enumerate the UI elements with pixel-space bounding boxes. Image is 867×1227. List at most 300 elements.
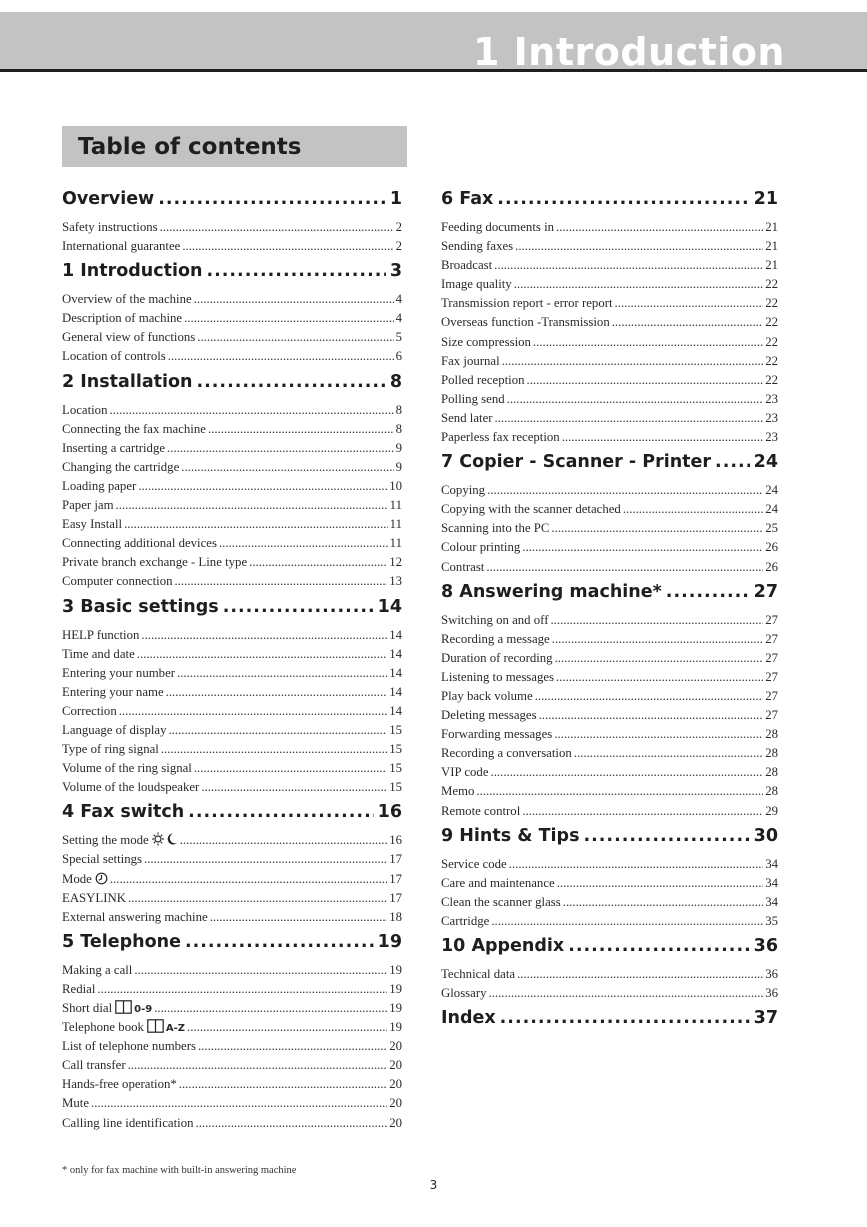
dot-leader [555,649,764,668]
section-page-number: 3 [389,261,402,282]
toc-section-title[interactable] [62,929,402,956]
entry-label: Volume of the ring signal [62,761,192,776]
key-range-label: 0-9 [134,1004,153,1015]
dot-leader [556,668,763,687]
section-title-text: 4 Fax switch [62,802,185,823]
toc-section-title[interactable] [62,799,402,826]
entry-page-number: 27 [765,631,778,646]
toc-entry[interactable] [62,477,402,496]
toc-section-title[interactable] [441,823,778,850]
section-title-text: Index [441,1008,496,1029]
toc-section [441,933,778,1003]
entry-page-number: 19 [389,1020,402,1035]
entry-page-number: 11 [389,517,402,532]
toc-entry[interactable] [441,763,778,782]
toc-entry[interactable] [62,515,402,534]
toc-entry[interactable] [62,778,402,797]
entry-label: Play back volume [441,688,533,703]
entry-label: International guarantee [62,239,181,254]
toc-section-title[interactable] [441,1005,778,1032]
entry-label: Colour printing [441,540,521,555]
entry-page-number: 23 [765,410,778,425]
entry-label: Paperless fax reception [441,430,560,445]
book-icon [147,1019,164,1039]
entry-page-number: 35 [765,913,778,928]
toc-entry[interactable] [441,630,778,649]
toc-entry[interactable] [441,538,778,557]
entry-label: Hands-free operation* [62,1077,177,1092]
entry-page-number: 28 [765,784,778,799]
toc-entry[interactable] [441,428,778,447]
toc-entry[interactable] [441,984,778,1003]
dot-leader [194,290,394,309]
entry-label: Recording a conversation [441,746,572,761]
section-title-text: 3 Basic settings [62,596,219,617]
dot-leader [522,802,763,821]
toc-entry[interactable] [62,572,402,591]
toc-left-column [62,184,402,1133]
entry-page-number: 25 [765,521,778,536]
entry-label: Correction [62,703,117,718]
entry-page-number: 14 [389,703,402,718]
entry-label: Location of controls [62,349,166,364]
toc-heading-box [62,126,407,167]
entry-label: Easy Install [62,517,123,532]
entry-label: Forwarding messages [441,727,553,742]
toc-entry[interactable] [62,740,402,759]
entry-page-number: 22 [765,372,778,387]
entry-label: Duration of recording [441,650,553,665]
toc-entry[interactable] [62,534,402,553]
toc-entry[interactable] [62,980,402,999]
entry-page-number: 14 [389,627,402,642]
toc-entry[interactable] [441,965,778,984]
toc-entry[interactable] [62,1075,402,1094]
dot-leader [486,558,763,577]
entry-page-number: 27 [765,708,778,723]
section-title-text: 10 Appendix [441,936,565,956]
dot-leader [556,218,763,237]
toc-entry[interactable] [62,961,402,980]
toc-entry[interactable] [62,328,402,347]
entry-page-number: 34 [765,856,778,871]
entry-page-number: 18 [389,909,402,924]
section-page-number: 21 [753,189,778,209]
entry-label: Care and maintenance [441,875,555,890]
toc-entry[interactable] [62,237,402,256]
entry-label: External answering machine [62,909,208,924]
dot-leader [109,401,393,420]
toc-entry[interactable] [441,409,778,428]
toc-section-title[interactable] [441,933,778,960]
dot-leader [612,313,763,332]
entry-page-number: 17 [389,890,402,905]
dot-leader [206,258,385,285]
entry-label: Fax journal [441,353,500,368]
toc-entry[interactable] [62,759,402,778]
dot-leader [144,850,387,869]
entry-label: Image quality [441,277,512,292]
entry-label: Computer connection [62,574,173,589]
toc-section [62,594,402,798]
entry-label: Entering your number [62,665,176,680]
toc-entry[interactable] [62,908,402,927]
dot-leader [487,481,763,500]
dot-leader [494,256,763,275]
dot-leader [194,759,387,778]
toc-section [441,823,778,931]
entry-page-number: 11 [389,498,402,513]
toc-entry[interactable] [441,275,778,294]
entry-label: HELP function [62,627,140,642]
dot-leader [500,1005,750,1032]
section-page-number: 30 [753,825,778,846]
dot-leader [175,572,388,591]
dot-leader [491,763,764,782]
dot-leader [91,1094,387,1113]
toc-entry[interactable] [441,558,778,577]
entry-page-number: 20 [389,1077,402,1092]
dot-leader [110,870,387,889]
toc-entry[interactable] [62,1094,402,1113]
entry-page-number: 15 [389,761,402,776]
dot-leader [184,309,393,328]
toc-entry[interactable] [441,687,778,706]
entry-label: Entering your name [62,684,164,699]
entry-page-number: 2 [395,220,402,234]
entry-label: Sending faxes [441,239,514,254]
toc-section-title[interactable] [62,369,402,396]
entry-label: Loading paper [62,478,137,493]
dot-leader [182,237,393,256]
entry-label: Special settings [62,852,142,867]
toc-entry[interactable] [441,500,778,519]
toc-heading: Table of contents [78,134,302,160]
entry-label: Description of machine [62,311,183,326]
chapter-title: 1 Introduction [472,30,785,74]
dot-leader [223,594,374,621]
dot-leader [119,702,387,721]
entry-page-number: 17 [389,852,402,867]
toc-entry[interactable] [441,744,778,763]
toc-entry[interactable] [62,702,402,721]
toc-entry[interactable] [441,390,778,409]
dot-leader [574,744,763,763]
dot-leader [489,984,764,1003]
dot-leader [583,823,749,850]
entry-label: Language of display [62,722,167,737]
entry-label: Remote control [441,803,521,818]
dot-leader [201,778,387,797]
dot-leader [180,831,387,850]
toc-entry[interactable] [62,889,402,908]
entry-label: Overview of the machine [62,292,192,307]
entry-page-number: 23 [765,430,778,445]
toc-section-title[interactable] [62,258,402,285]
dot-leader [249,553,387,572]
dot-leader [514,275,763,294]
dot-leader [187,1018,387,1037]
entry-label: Call transfer [62,1058,126,1073]
toc-entry[interactable] [62,401,402,420]
entry-label: Inserting a cartridge [62,440,166,455]
toc-entry[interactable] [441,706,778,725]
entry-label: Transmission report - error report [441,296,613,311]
toc-entry[interactable] [441,725,778,744]
dot-leader [166,683,388,702]
dot-leader [208,420,394,439]
entry-page-number: 15 [389,742,402,757]
dot-leader [168,347,394,366]
entry-page-number: 19 [389,962,402,977]
book-icon [115,1000,132,1020]
toc-entry[interactable] [62,290,402,309]
entry-page-number: 6 [395,349,402,364]
entry-page-number: 21 [765,239,778,254]
dot-leader [161,740,387,759]
entry-page-number: 15 [389,722,402,737]
entry-label: Connecting additional devices [62,536,217,551]
dot-leader [137,645,387,664]
entry-label: Recording a message [441,631,550,646]
toc-entry[interactable] [62,218,402,237]
section-page-number: 16 [377,802,402,823]
dot-leader [568,933,749,960]
section-title-text: 2 Installation [62,371,193,392]
toc-entry[interactable] [62,645,402,664]
toc-entry[interactable] [62,309,402,328]
toc-entry[interactable] [62,420,402,439]
entry-page-number: 5 [395,330,402,345]
entry-page-number: 20 [389,1096,402,1111]
toc-entry[interactable] [441,237,778,256]
entry-label: Overseas function -Transmission [441,315,610,330]
dot-leader [179,1075,387,1094]
entry-page-number: 22 [765,353,778,368]
entry-page-number: 13 [389,574,402,589]
toc-entry[interactable] [62,850,402,869]
dot-leader [535,687,764,706]
entry-page-number: 12 [389,555,402,570]
entry-page-number: 36 [765,967,778,981]
entry-page-number: 4 [395,311,402,326]
dot-leader [181,458,393,477]
entry-page-number: 27 [765,688,778,703]
entry-page-number: 34 [765,894,778,909]
toc-entry[interactable] [441,649,778,668]
toc-entry[interactable] [62,831,402,850]
toc-entry[interactable] [62,496,402,515]
dot-leader [715,449,750,476]
entry-label: Making a call [62,962,133,977]
entry-page-number: 22 [765,315,778,330]
entry-page-number: 29 [765,803,778,818]
entry-page-number: 20 [389,1115,402,1130]
entry-page-number: 19 [389,1001,402,1015]
toc-entry[interactable] [62,664,402,683]
toc-section-title[interactable] [441,186,778,213]
entry-label: Private branch exchange - Line type [62,555,248,570]
toc-entry[interactable] [441,519,778,538]
entry-label: Copying with the scanner detached [441,502,621,517]
entry-page-number: 21 [765,258,778,273]
dot-leader [527,371,764,390]
entry-label: Connecting the fax machine [62,421,206,436]
entry-label: General view of functions [62,330,196,345]
entry-label: Contrast [441,559,485,574]
section-page-number: 14 [377,596,402,617]
entry-label: Calling line identification [62,1115,194,1130]
entry-page-number: 27 [765,650,778,665]
dot-leader [502,352,764,371]
entry-page-number: 11 [389,536,402,551]
toc-entry[interactable] [62,1018,402,1037]
entry-label: Cartridge [441,913,490,928]
toc-entry[interactable] [441,668,778,687]
toc-entry[interactable] [62,870,402,889]
entry-label: Size compression [441,334,531,349]
toc-entry[interactable] [441,855,778,874]
entry-label: Paper jam [62,498,114,513]
dot-leader [615,294,764,313]
entry-label: Location [62,402,108,417]
entry-label: Setting the mode [62,833,149,848]
entry-label: List of telephone numbers [62,1039,196,1054]
dot-leader [158,186,386,213]
entry-label: Switching on and off [441,612,549,627]
toc-entry[interactable] [62,439,402,458]
toc-section [62,799,402,926]
dot-leader [522,538,763,557]
toc-entry[interactable] [62,458,402,477]
section-title-text: Overview [62,189,155,209]
dot-leader [124,515,388,534]
entry-page-number: 21 [765,220,778,234]
toc-section [62,186,402,256]
dot-leader [539,706,764,725]
toc-entry[interactable] [441,218,778,237]
toc-entry[interactable] [441,782,778,801]
entry-page-number: 27 [765,612,778,627]
toc-entry[interactable] [441,481,778,500]
dot-leader [495,409,764,428]
entry-page-number: 9 [395,440,402,455]
toc-entry[interactable] [441,333,778,352]
dot-leader [562,428,764,447]
section-title-text: 9 Hints & Tips [441,825,580,846]
entry-label: Listening to messages [441,669,555,684]
sun-moon-icon [152,832,178,852]
dot-leader [138,477,387,496]
toc-entry[interactable] [441,371,778,390]
section-page-number: 37 [753,1008,778,1029]
toc-section-title[interactable] [62,186,402,213]
dot-leader [554,725,763,744]
section-page-number: 36 [753,936,778,956]
toc-entry[interactable] [441,912,778,931]
dot-leader [160,218,394,237]
section-title-text: 1 Introduction [62,261,203,282]
footnote: * only for fax machine with built-in answering machine [62,1165,297,1176]
toc-entry[interactable] [441,256,778,275]
toc-section-title[interactable] [62,594,402,621]
entry-page-number: 22 [765,277,778,292]
entry-page-number: 28 [765,727,778,742]
toc-entry[interactable] [62,999,402,1018]
entry-label: Broadcast [441,258,493,273]
section-title-text: 8 Answering machine* [441,581,662,602]
dot-leader [515,237,763,256]
toc-entry[interactable] [62,1037,402,1056]
entry-label: Mute [62,1096,90,1111]
toc-entry[interactable] [441,313,778,332]
section-title-text: 5 Telephone [62,931,181,952]
toc-section [62,258,402,366]
dot-leader [128,1056,388,1075]
toc-entry[interactable] [62,721,402,740]
section-title-text: 7 Copier - Scanner - Printer [441,452,712,473]
entry-label: Polled reception [441,372,525,387]
entry-label: Telephone book [62,1020,144,1035]
toc-section [62,369,402,592]
toc-section-title[interactable] [441,449,778,476]
toc-section-title[interactable] [441,579,778,606]
entry-label: Safety instructions [62,220,158,234]
toc-entry[interactable] [441,874,778,893]
toc-entry[interactable] [62,347,402,366]
entry-label: Glossary [441,986,487,1001]
toc-entry[interactable] [62,626,402,645]
toc-entry[interactable] [441,802,778,821]
dot-leader [491,912,763,931]
dot-leader [533,333,763,352]
entry-page-number: 28 [765,746,778,761]
toc-entry[interactable] [62,1056,402,1075]
entry-page-number: 20 [389,1058,402,1073]
entry-page-number: 14 [389,646,402,661]
entry-page-number: 8 [395,421,402,436]
toc-entry[interactable] [441,352,778,371]
entry-label: Mode [62,871,92,886]
dot-leader [517,965,763,984]
entry-label: Send later [441,410,493,425]
entry-page-number: 8 [395,402,402,417]
entry-page-number: 27 [765,669,778,684]
entry-page-number: 4 [395,292,402,307]
entry-label: Service code [441,856,507,871]
entry-page-number: 34 [765,875,778,890]
toc-entry[interactable] [62,553,402,572]
entry-label: Deleting messages [441,708,537,723]
entry-page-number: 14 [389,665,402,680]
toc-entry[interactable] [62,1114,402,1133]
section-page-number: 8 [389,371,402,392]
toc-section [62,929,402,1133]
dot-leader [563,893,763,912]
toc-right-column [441,184,778,1037]
dot-leader [197,328,393,347]
dot-leader [134,961,387,980]
entry-page-number: 28 [765,765,778,780]
dot-leader [185,929,374,956]
section-page-number: 1 [389,189,402,209]
toc-entry[interactable] [441,294,778,313]
entry-page-number: 24 [765,502,778,517]
dot-leader [219,534,388,553]
toc-entry[interactable] [62,683,402,702]
toc-entry[interactable] [441,611,778,630]
toc-entry[interactable] [441,893,778,912]
